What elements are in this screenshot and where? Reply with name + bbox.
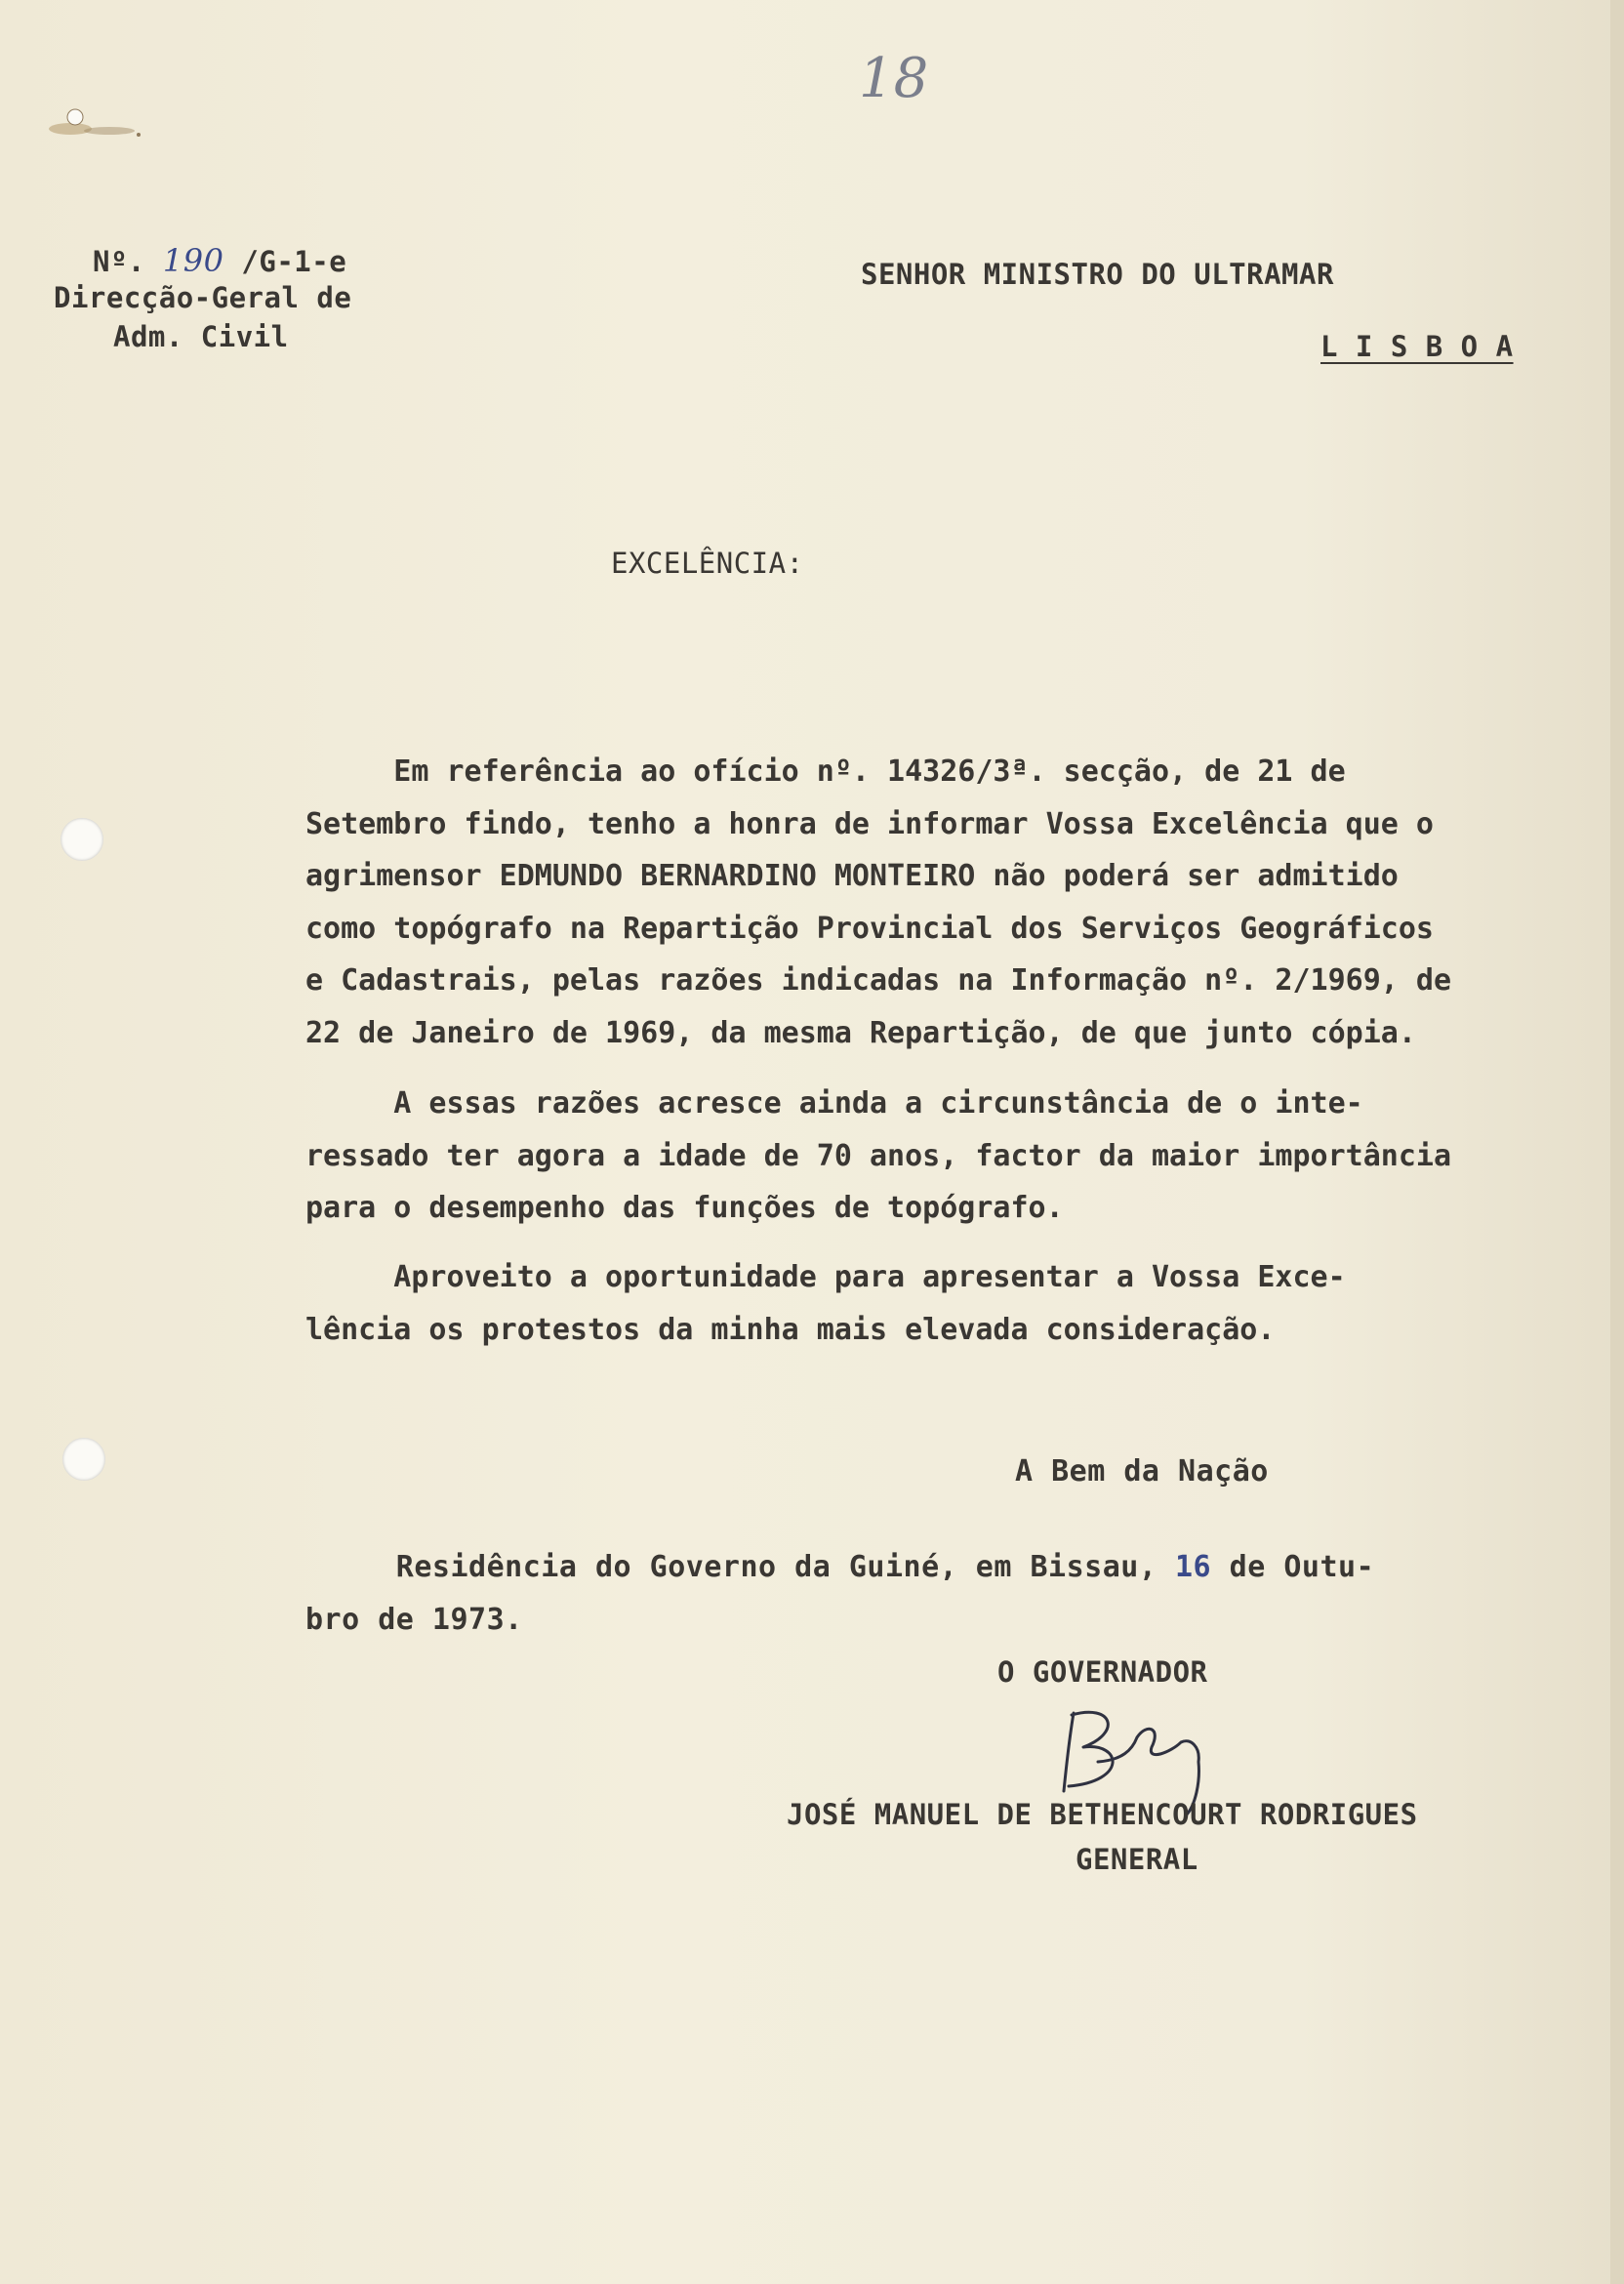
- department-line2: Adm. Civil: [113, 320, 289, 353]
- reference-number-prefix: Nº.: [93, 245, 145, 278]
- place-date-line1: [305, 1550, 1374, 1584]
- paragraph-line: ressado ter agora a idade de 70 anos, factor da maior importância: [305, 1138, 1451, 1173]
- date-day-handwritten: 16: [1174, 1550, 1212, 1584]
- place-date-text-end: de Outu-: [1229, 1550, 1375, 1584]
- salutation: EXCELÊNCIA:: [611, 547, 804, 580]
- signatory-name: JOSÉ MANUEL DE BETHENCOURT RODRIGUES: [787, 1798, 1418, 1831]
- page-edge: [1610, 0, 1624, 2284]
- paragraph-line: Setembro findo, tenho a honra de informar Vossa Excelência que o: [305, 806, 1434, 841]
- signatory-role: O GOVERNADOR: [997, 1655, 1208, 1689]
- recipient-city: L I S B O A: [1320, 330, 1514, 363]
- paragraph-line: lência os protestos da minha mais elevada consideração.: [305, 1312, 1276, 1347]
- paragraph-line: Aproveito a oportunidade para apresentar a Vossa Exce-: [305, 1260, 1346, 1294]
- department-line1: Direcção-Geral de: [54, 281, 352, 314]
- reference-number-suffix: /G-1-e: [241, 245, 347, 278]
- reference-number-handwritten: 190: [162, 242, 224, 279]
- paragraph-line: agrimensor EDMUNDO BERNARDINO MONTEIRO não poderá ser admitido: [305, 859, 1399, 893]
- closing-formula: A Bem da Nação: [1015, 1454, 1269, 1489]
- place-date-text: Residência do Governo da Guiné, em Bissau,: [305, 1550, 1157, 1584]
- folio-number: 18: [859, 47, 929, 110]
- paragraph-line: como topógrafo na Repartição Provincial dos Serviços Geográficos: [305, 911, 1434, 946]
- punch-hole-icon: [61, 818, 103, 861]
- reference-number-line: [93, 242, 346, 279]
- punch-hole-icon: [62, 1438, 105, 1481]
- body-paragraph-3: [305, 1251, 1555, 1356]
- place-date-line2: bro de 1973.: [305, 1603, 523, 1637]
- paragraph-line: para o desempenho das funções de topógrafo.: [305, 1191, 1064, 1225]
- rust-stain-icon: [41, 107, 148, 146]
- recipient-line1: SENHOR MINISTRO DO ULTRAMAR: [861, 258, 1334, 291]
- paragraph-line: 22 de Janeiro de 1969, da mesma Repartição, de que junto cópia.: [305, 1015, 1416, 1050]
- body-paragraph-2: [305, 1078, 1555, 1235]
- paragraph-line: e Cadastrais, pelas razões indicadas na Informação nº. 2/1969, de: [305, 963, 1451, 998]
- paragraph-line: Em referência ao ofício nº. 14326/3ª. secção, de 21 de: [305, 755, 1346, 789]
- paragraph-line: A essas razões acresce ainda a circunstância de o inte-: [305, 1086, 1363, 1121]
- signatory-rank: GENERAL: [1076, 1843, 1198, 1876]
- body-paragraph-1: [305, 746, 1555, 1059]
